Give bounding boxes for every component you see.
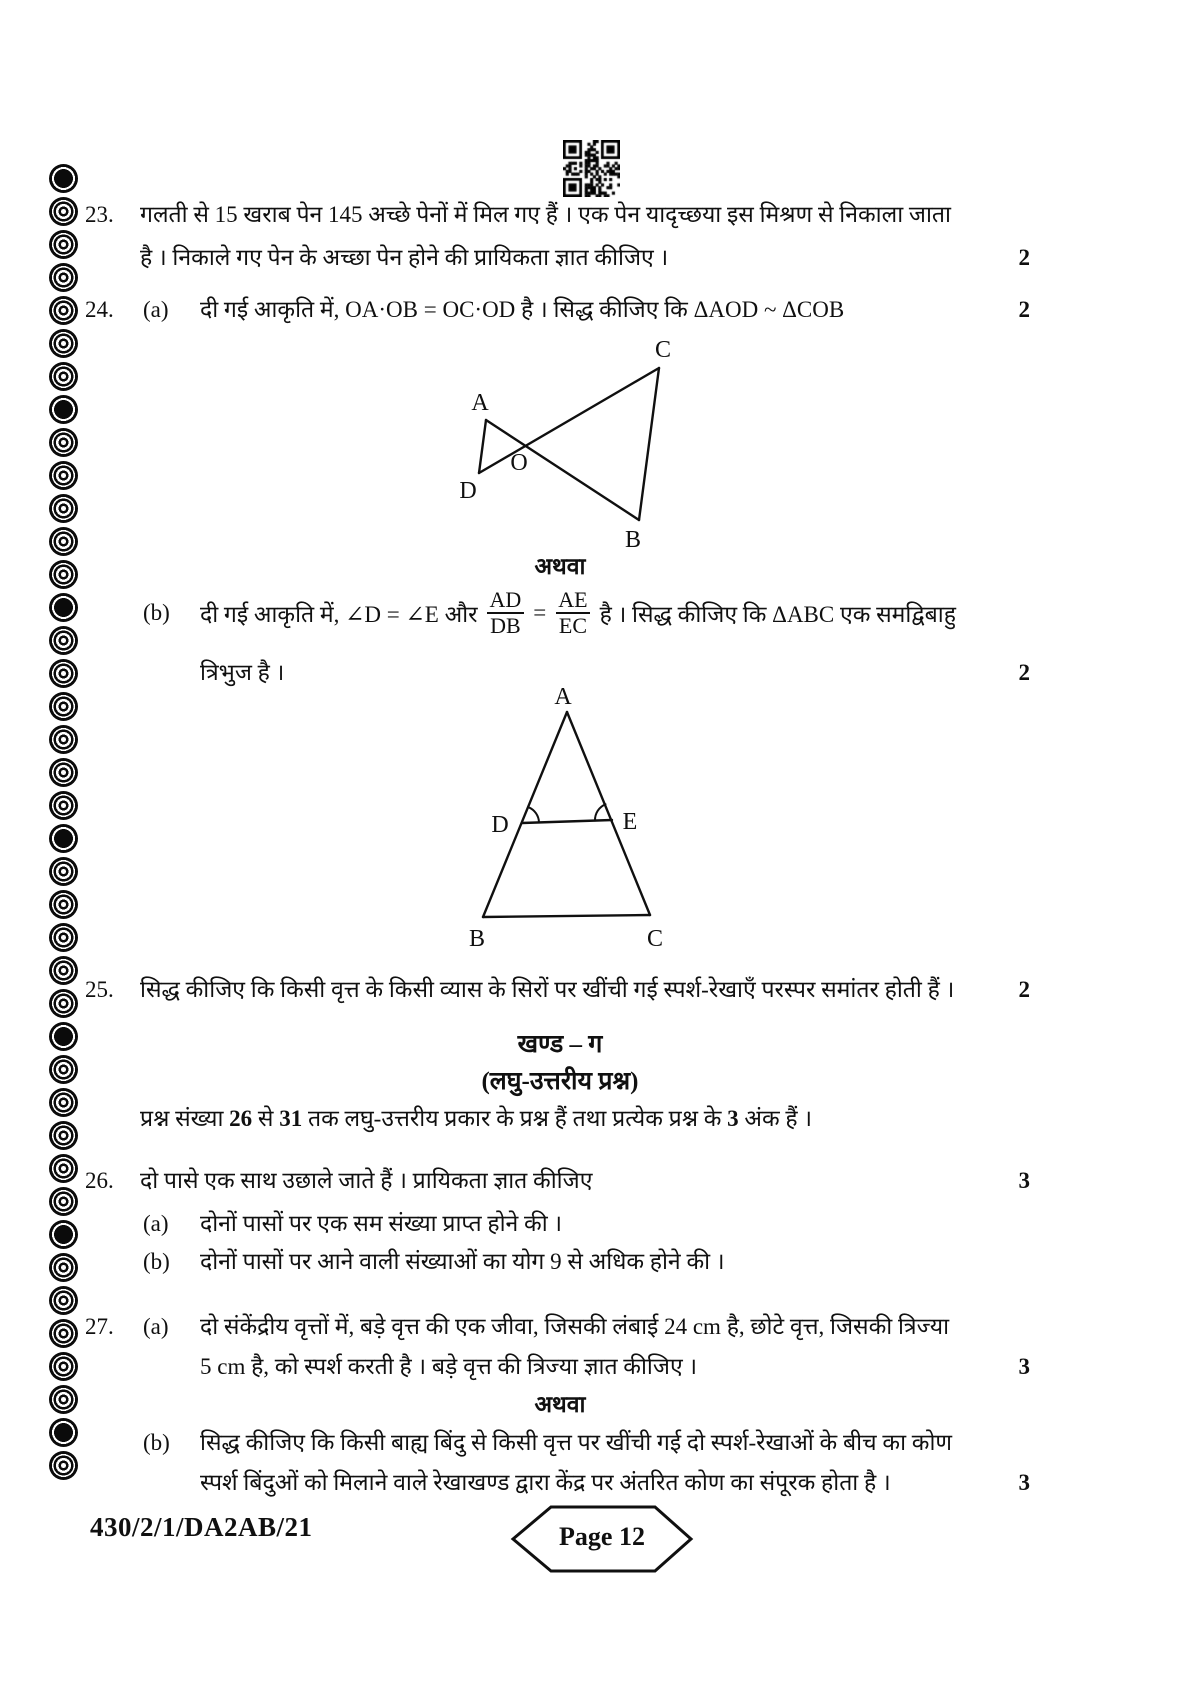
q24a-text: दी गई आकृति में, OA·OB = OC·OD है । सिद्ध कीजिए कि ΔAOD ~ ΔCOB [200,297,845,322]
q27-number: 27. [85,1314,114,1339]
figure2-line-de [522,820,612,823]
figure1-line-ab [486,420,639,520]
binding-hole [49,659,78,688]
binding-hole [49,461,78,490]
binding-hole-filled [49,164,78,193]
q26-text: दो पासे एक साथ उछाले जाते हैं । प्रायिकता ज्ञात कीजिए [140,1168,593,1193]
binding-hole [49,1154,78,1183]
binding-hole [49,1352,78,1381]
page-number: Page 12 [559,1522,645,1551]
q26-number: 26. [85,1168,114,1193]
binding-hole-filled [49,824,78,853]
section-title: खण्ड – ग [517,1031,603,1058]
q24b-label: (b) [143,600,170,625]
figure2-angle-arc-e [595,804,606,820]
binding-hole [49,1121,78,1150]
binding-hole [49,428,78,457]
q26b-text: दोनों पासों पर आने वाली संख्याओं का योग 9 से अधिक होने की । [200,1249,725,1274]
q24b-marks: 2 [1018,660,1030,685]
q24b-line2: त्रिभुज है । [200,660,285,685]
binding-hole [49,1385,78,1414]
binding-hole [49,1451,78,1480]
section-subtitle: (लघु-उत्तरीय प्रश्न) [481,1068,639,1095]
q24b-fraction-1 [487,588,525,638]
figure-triangles-aod-cob [430,330,700,560]
q27b-line1: सिद्ध कीजिए कि किसी बाह्य बिंदु से किसी वृत्त पर खींची गई दो स्पर्श-रेखाओं के बीच का कोण [200,1430,953,1455]
q24b-text-post: है । सिद्ध कीजिए कि ΔABC एक समद्विबाहु [599,602,956,627]
qr-code [563,140,620,197]
figure2-label-d: D [491,812,509,838]
binding-hole [49,890,78,919]
figure1-line-cb [639,368,659,520]
figure2-line-bc [483,915,650,917]
q25-number: 25. [85,977,114,1002]
section-intro-num1: 26 [229,1106,253,1131]
q24b-frac2-denominator: EC [556,612,590,638]
q24a-label: (a) [143,297,169,322]
q27b-marks: 3 [1018,1470,1030,1495]
binding-hole-filled [49,395,78,424]
q23-line1: गलती से 15 खराब पेन 145 अच्छे पेनों में मिल गए हैं । एक पेन यादृच्छया इस मिश्रण से निकाला जाता [140,202,952,227]
binding-hole [49,362,78,391]
q24b-fraction-2 [555,588,590,638]
binding-hole [49,1088,78,1117]
binding-hole [49,857,78,886]
or-separator-2: अथवा [534,1392,586,1417]
q24a-marks: 2 [1018,297,1030,322]
figure1-label-a: A [471,390,489,416]
q24-number: 24. [85,297,114,322]
figure2-label-c: C [646,926,664,952]
binding-hole [49,692,78,721]
page-number-badge [509,1504,695,1574]
figure2-line-ac [567,712,650,915]
or-separator-1: अथवा [534,554,586,579]
figure1-label-d: D [459,478,477,504]
binding-hole [49,560,78,589]
binding-hole-filled [49,1022,78,1051]
figure1-label-o: O [510,450,528,476]
figure1-line-cd [479,368,659,473]
figure-triangle-abc-de [440,680,690,955]
q27b-line2: स्पर्श बिंदुओं को मिलाने वाले रेखाखण्ड द्वारा केंद्र पर अंतरित कोण का संपूरक होता है । [200,1470,891,1495]
section-intro-pre: प्रश्न संख्या [140,1106,230,1131]
binding-hole [49,296,78,325]
q27b-label: (b) [143,1430,170,1455]
q27a-label: (a) [143,1314,169,1339]
q24b-line1 [200,582,956,644]
binding-hole [49,758,78,787]
binding-hole [49,263,78,292]
q26-marks: 3 [1018,1168,1030,1193]
q24b-text-pre: दी गई आकृति में, ∠D = ∠E और [200,602,478,627]
binding-hole [49,197,78,226]
binding-hole [49,527,78,556]
section-intro-num3: 3 [727,1106,739,1131]
binding-hole [49,989,78,1018]
binding-hole [49,1286,78,1315]
binding-hole-filled [49,1220,78,1249]
q25-text: सिद्ध कीजिए कि किसी वृत्त के किसी व्यास के सिरों पर खींची गई स्पर्श-रेखाएँ परस्पर समांतर होती हैं । [140,977,955,1002]
binding-hole [49,923,78,952]
binding-hole [49,1253,78,1282]
figure1-label-b: B [624,527,642,553]
paper-code: 430/2/1/DA2AB/21 [90,1512,313,1542]
binding-hole [49,956,78,985]
figure2-angle-arc-d [528,807,539,822]
q26a-label: (a) [143,1211,169,1236]
binding-hole [49,791,78,820]
figure2-label-e: E [622,809,638,835]
q26a-text: दोनों पासों पर एक सम संख्या प्राप्त होने की । [200,1211,563,1236]
binding-hole [49,626,78,655]
q27a-line2: 5 cm है, को स्पर्श करती है । बड़े वृत्त की त्रिज्या ज्ञात कीजिए । [200,1354,698,1379]
q24b-frac2-numerator: AE [558,587,588,612]
q23-number: 23. [85,202,114,227]
q23-line2: है । निकाले गए पेन के अच्छा पेन होने की प्रायिकता ज्ञात कीजिए । [140,245,669,270]
binding-hole [49,494,78,523]
section-intro-post: अंक हैं । [738,1106,813,1131]
binding-column [49,164,79,1480]
q25-marks: 2 [1018,977,1030,1002]
section-intro-rest: तक लघु-उत्तरीय प्रकार के प्रश्न हैं तथा प्रत्येक प्रश्न के [302,1106,728,1131]
binding-hole [49,329,78,358]
section-intro [140,1104,812,1134]
q24b-equals: = [533,600,547,625]
binding-hole [49,1055,78,1084]
figure1-label-c: C [654,337,672,363]
binding-hole [49,230,78,259]
section-intro-mid: से [252,1106,280,1131]
binding-hole [49,1187,78,1216]
binding-hole [49,1319,78,1348]
binding-hole [49,725,78,754]
section-intro-num2: 31 [279,1106,303,1131]
q24b-frac1-denominator: DB [487,612,524,638]
figure2-label-a: A [554,684,572,710]
figure2-label-b: B [468,926,486,952]
figure1-line-ad [479,420,486,473]
q24b-frac1-numerator: AD [489,587,522,612]
binding-hole-filled [49,593,78,622]
q27a-marks: 3 [1018,1354,1030,1379]
q26b-label: (b) [143,1249,170,1274]
q23-marks: 2 [1018,245,1030,270]
binding-hole-filled [49,1418,78,1447]
q27a-line1: दो संकेंद्रीय वृत्तों में, बड़े वृत्त की एक जीवा, जिसकी लंबाई 24 cm है, छोटे वृत्त, जिसकी त्रिज्या [200,1314,950,1339]
